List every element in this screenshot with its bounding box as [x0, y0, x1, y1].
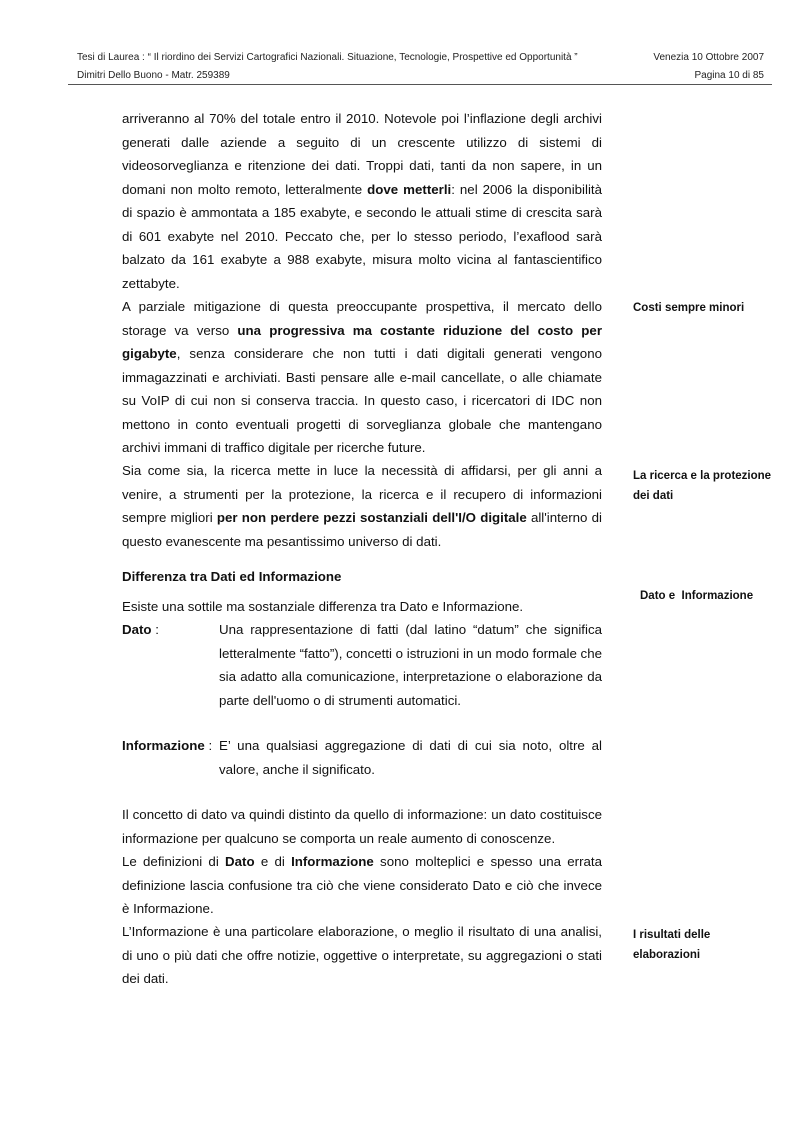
header-rule: [68, 84, 772, 85]
margin-note-dato-informazione: Dato e Informazione: [640, 590, 754, 602]
section-intro: Esiste una sottile ma sostanziale differenza tra Dato e Informazione.: [122, 599, 524, 614]
paragraph-4: Il concetto di dato va quindi distinto da quello di informazione: un dato costituisce informazione per qualcuno se comporta un reale aumento di conoscenze.: [122, 807, 602, 846]
page-number: Pagina 10 di 85: [694, 70, 764, 81]
emphasis: una progressiva ma costante riduzione del costo per gigabyte: [122, 322, 602, 361]
paragraph-1: arriveranno al 70% del totale entro il 2010. Notevole poi l’inflazione degli archivi generati dalle aziende a seguito di un crescente utilizzo di sistemi di videosorveglianza e ritenzione dei dati. Troppi dati, tanti da non sapere, in un domani non molto remoto, letteralmente dove metterli: nel 2006 la disponibilità di spazio è ammontata a 185 exabyte, e secondo le attuali stime di crescita sarà di 601 exabyte nel 2010. Peccato che, per lo stesso periodo, l’exaflood sarà balzato da 161 exabyte a 988 exabyte, misura molto vicina al fantascientifico zettabyte.: [122, 111, 603, 291]
header-date: Venezia 10 Ottobre 2007: [653, 52, 764, 63]
paragraph-5: Le definizioni di Dato e di Informazione sono molteplici e spesso una errata definizione lascia confusione tra ciò che viene considerato Dato e ciò che invece è Informazione.: [122, 854, 602, 916]
definition-term-dato: Dato :: [122, 622, 159, 637]
paragraph-6: L’Informazione è una particolare elaborazione, o meglio il risultato di una analisi, di uno o più dati che offre notizie, oggettive o interpretate, su aggregazioni o stati dei dati.: [122, 924, 602, 986]
section-subheading: Differenza tra Dati ed Informazione: [122, 569, 342, 584]
paragraph-3: Sia come sia, la ricerca mette in luce la necessità di affidarsi, per gli anni a venire, a strumenti per la protezione, la ricerca e il recupero di informazioni sempre migliori per non perdere pezzi sostanziali dell'I/O digitale all'interno di questo evanescente ma pesantissimo universo di dati.: [122, 463, 602, 549]
margin-note-risultati: I risultati delle elaborazioni: [633, 929, 711, 961]
definition-term-informazione: Informazione :: [122, 738, 213, 753]
emphasis: dove metterli: [367, 181, 452, 197]
definition-dato: Una rappresentazione di fatti (dal latino “datum” che significa letteralmente “fatto”), concetti o istruzioni in un modo formale che sia adatto alla comunicazione, interpretazione o elaborazione da parte dell'uomo o di strumenti automatici.: [219, 622, 602, 708]
margin-note-ricerca: La ricerca e la protezione dei dati: [633, 470, 772, 502]
emphasis: per non perdere pezzi sostanziali dell'I/O digitale: [216, 510, 527, 525]
document-title: Tesi di Laurea : “ Il riordino dei Servizi Cartografici Nazionali. Situazione, Tecnologie, Prospettive ed Opportunità ”: [77, 52, 578, 63]
emphasis: Dato: [225, 854, 255, 869]
paragraph-2: A parziale mitigazione di questa preoccupante prospettiva, il mercato dello storage va verso una progressiva ma costante riduzione del costo per gigabyte, senza considerare che non tutti i dati digitali generati vengono immagazzinati e archiviati. Basti pensare alle e-mail cancellate, o alle chiamate su VoIP di cui non si conserva traccia. In questo caso, i ricercatori di IDC non mettono in conto eventuali progetti di sorveglianza globale che mantengano archivi immani di traffico digitale per ricerche future.: [122, 299, 602, 455]
margin-note-costi: Costi sempre minori: [633, 302, 745, 314]
emphasis: Informazione: [291, 854, 374, 869]
definition-informazione: E’ una qualsiasi aggregazione di dati di cui sia noto, oltre al valore, anche il significato.: [219, 738, 602, 777]
author-line: Dimitri Dello Buono - Matr. 259389: [77, 70, 230, 81]
